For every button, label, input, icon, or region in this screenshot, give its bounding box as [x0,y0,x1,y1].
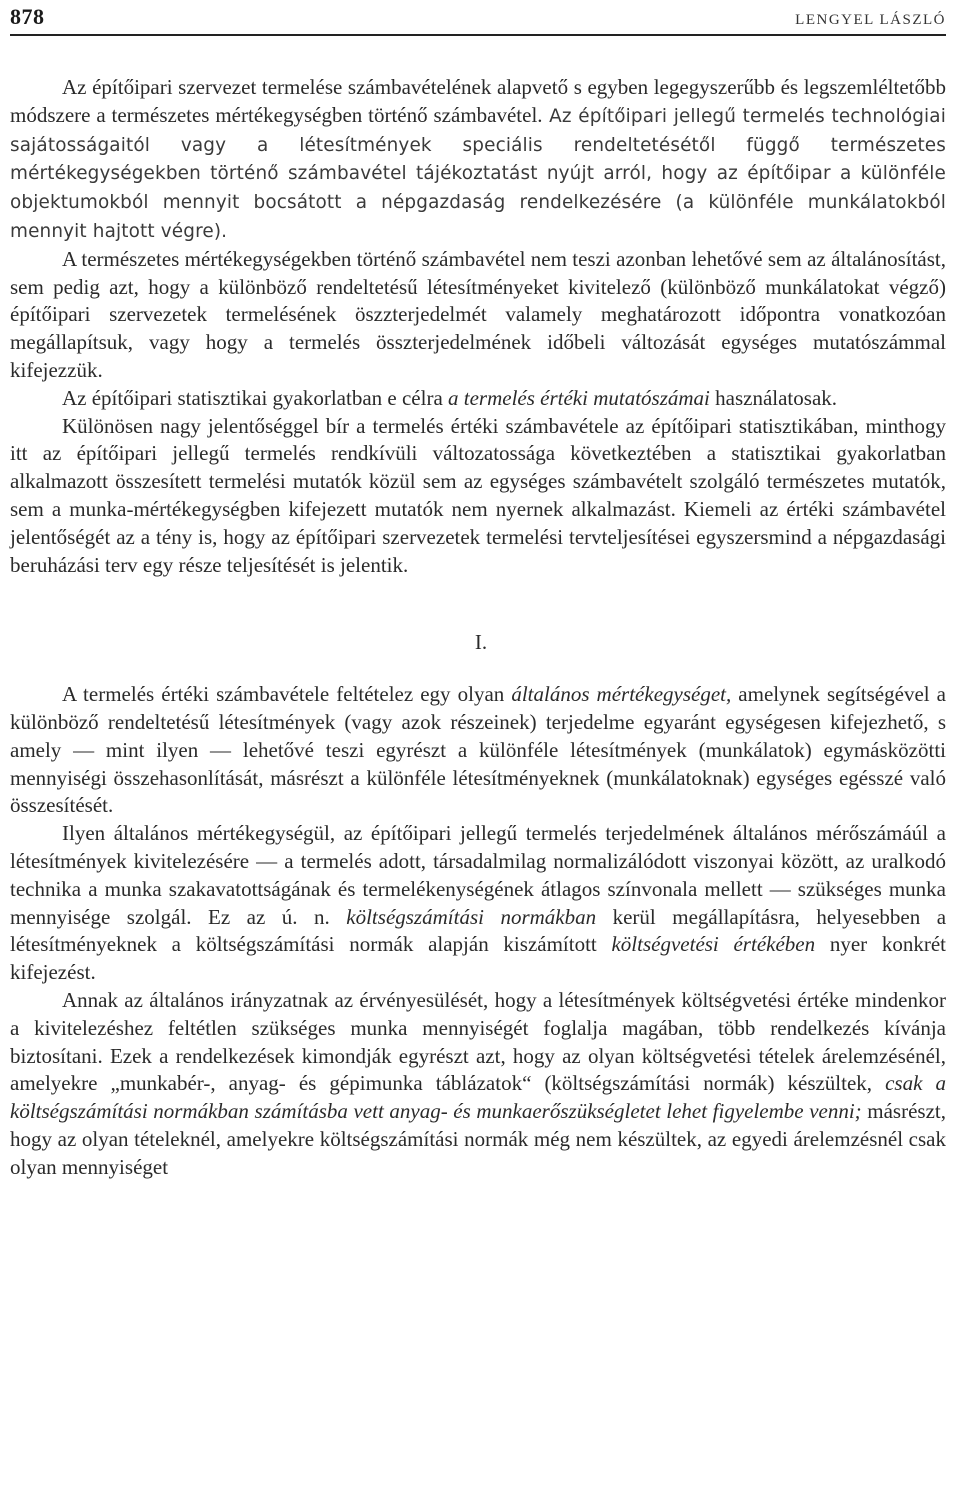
paragraph-3-part-a: Az építőipari statisztikai gyakorlatban e célra [62,385,449,410]
section-heading: I. [474,630,488,655]
paragraph-3-emphasis: a termelés értéki mutatószámai [448,385,710,410]
running-head-author: LENGYEL LÁSZLÓ [795,12,946,28]
paragraph-5-emphasis: általános mértékegységet, [511,682,732,707]
paragraph-3-part-b: használatosak. [709,385,838,410]
paragraph-1-part-a: Az építőipari szervezet termelése számbavételének alapvető s egyben legegyszerűbb és legszemléltetőbb módszere a természetes mértékegységben történő számbavétel. [10,75,946,127]
page-number: 878 [10,4,45,29]
paragraph-1 [10,74,946,246]
paragraph-6 [10,820,946,987]
body-text [10,74,946,1181]
paragraph-7-part-b: másrészt, hogy az olyan tételeknél, amelyekre költségszámítási normák még nem készültek, az egyedi árelemzésnél csak olyan mennyiséget [10,1099,946,1179]
paragraph-7-part-a: Annak az általános irányzatnak az érvényesülését, hogy a létesítmények költségvetési értéke mindenkor a kivitelezéshez feltétlen szükséges munka mennyiségét foglalja magában, több rendelkezés kívánja biztosítani. Ezek a rendelkezések kimondják egyrészt azt, hogy az olyan költségvetési tételek árelemzésénél, amelyekre „munkabér-, anyag- és gépimunka táblázatok“ (költségszámítási normák) készültek, [10,987,946,1096]
paragraph-3 [10,385,946,413]
paragraph-6-emphasis-2: költségvetési értékében [611,932,816,957]
paragraph-2: A természetes mértékegységekben történő számbavétel nem teszi azonban lehetővé sem az általánosítást, sem pedig azt, hogy a különböző rendeltetésű létesítményeket kivitelező (különböző munkálatokat végző) építőipari szervezetek termelésének öszzterjedelmét valamely meghatározott időpontra vonatkozóan megállapítsuk, vagy hogy a termelés összterjedelmének időbeli változását egységes mutatószámmal kifejezzük. [10,246,946,382]
paragraph-7-emphasis: csak a költségszámítási normákban számításba vett anyag- és munkaerőszükségletet lehet figyelembe venni; [10,1071,946,1124]
paragraph-5-part-a: A termelés értéki számbavétele feltételez egy olyan [62,682,512,707]
running-head [10,0,946,36]
paragraph-5-part-b: amelynek segítségével a különböző rendeltetésű létesítmények (vagy azok részeinek) terjedelme egyaránt egységesen kifejezhető, s amely — mint ilyen — lehetővé teszi egyrészt a különféle létesítmények (munkálatok) egymásközötti mennyiségi összehasonlítását, másrészt a különféle létesítményeknek (munkálatoknak) egységes egésszé való összesítését. [10,682,946,818]
paragraph-7 [10,987,946,1182]
paragraph-6-part-a: Ilyen általános mértékegységül, az építőipari jellegű termelés terjedelmének általános mérőszámáúl a létesítmények kivitelezésére — a termelés adott, társadalmilag normalizálódott viszonyai között, az uralkodó technika a munka szakavatottságának és termelékenységének átlagos színvonala mellett — szükséges munka mennyisége szolgál. Ez az ú. n. [10,821,946,929]
paragraph-5 [10,681,946,820]
paragraph-6-part-c: nyer konkrét kifejezést. [10,932,947,985]
paragraph-4: Különösen nagy jelentőséggel bír a termelés értéki számbavétele az építőipari statisztikában, minthogy itt az építőipari jellegű termelés rendkívüli változatossága következtében a statisztikai gyakorlatban alkalmazott összesített termelési mutatók közül sem az egységes számbavételt szolgáló természetes mutatók, sem a munka-mértékegységben kifejezett mutatók nem nyernek alkalmazást. Kiemeli az értéki számbavétel jelentőségét az a tény is, hogy az építőipari szervezetek termelési tervteljesítései egyszersmind a népgazdasági beruházási terv egy része teljesítését is jelentik. [10,413,946,577]
paragraph-1-part-b: Az építőipari jellegű termelés technológiai sajátosságaitól vagy a létesítmények speciális rendeltetésétől függő természetes mértékegységekben történő számbavétel tájékoztatást nyújt arról, hogy az építőipar a különféle objektumokból mennyit bocsátott a népgazdaság rendelkezésére (a különféle munkálatokból mennyit hajtott végre). [10,105,946,242]
paragraph-6-emphasis-1: költségszámítási normákban [346,904,597,929]
paragraph-6-part-b: kerül megállapításra, helyesebben a létesítményeknek a költségszámítási normák alapján kiszámított [10,904,947,957]
